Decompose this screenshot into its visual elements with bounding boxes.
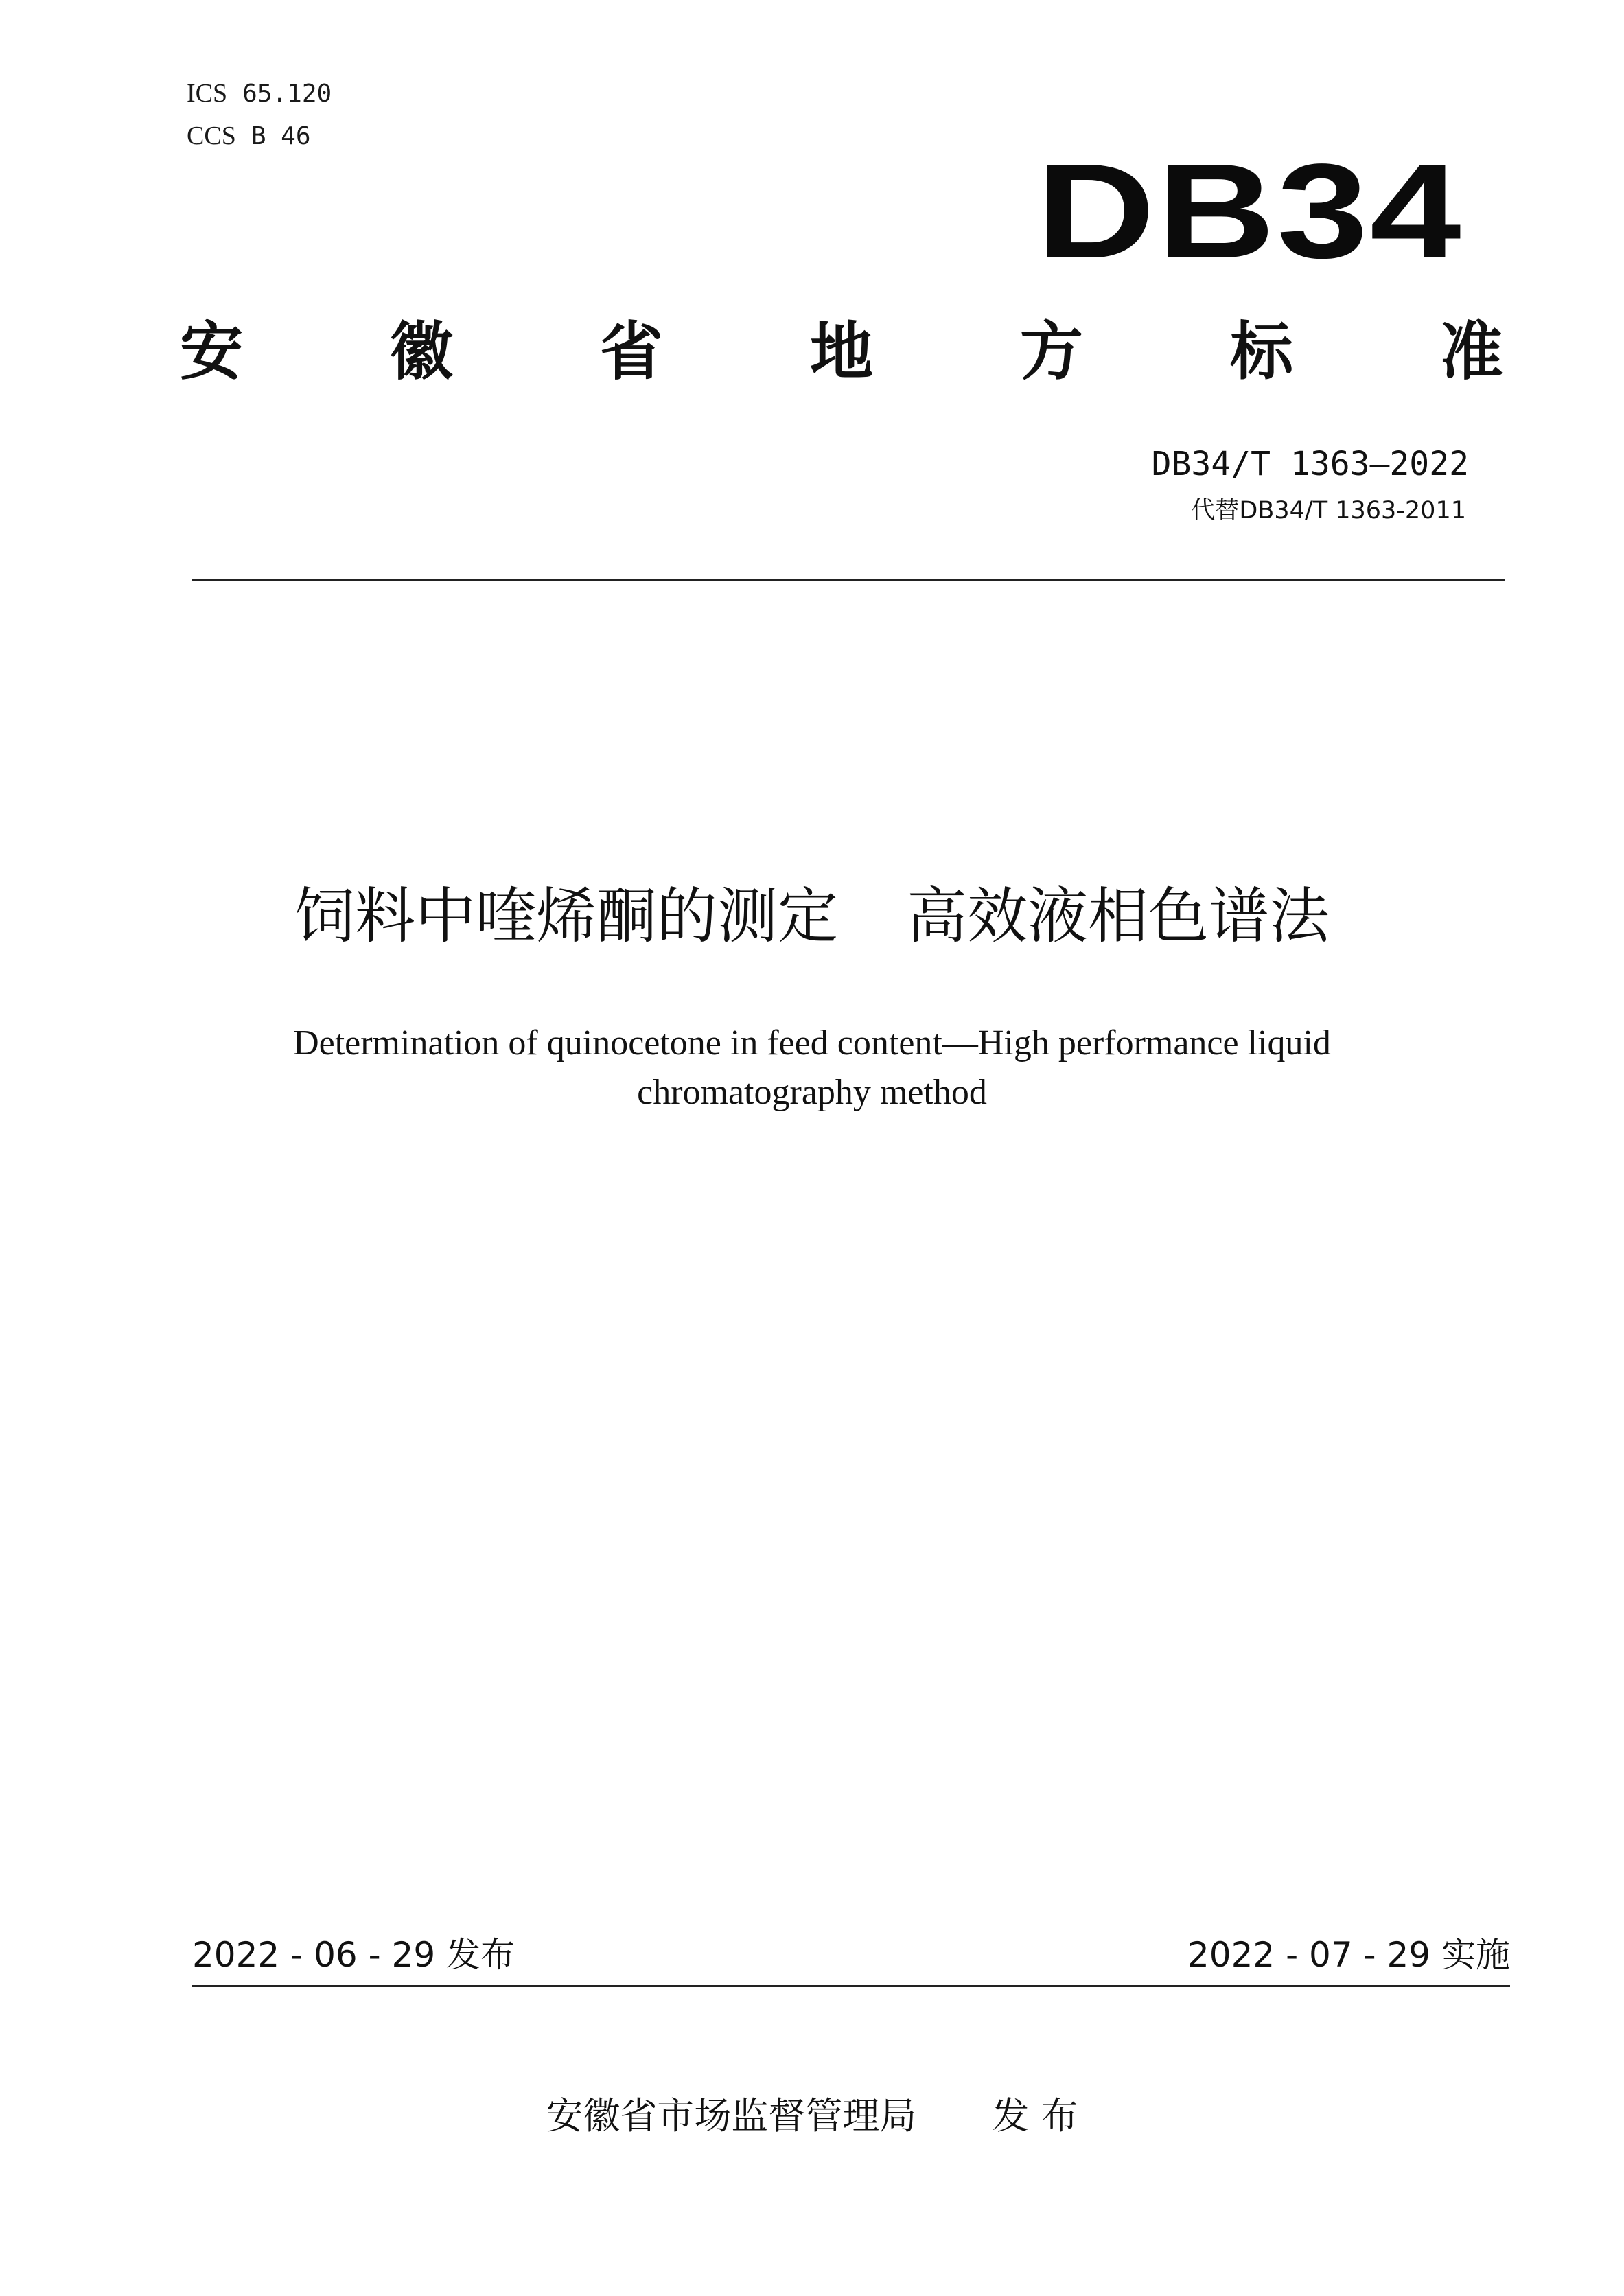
publisher-name: 安徽省市场监督管理局 (546, 2094, 917, 2137)
ccs-code: B 46 (251, 122, 311, 150)
ics-label: ICS (187, 79, 228, 108)
standard-type-char: 安 (180, 315, 244, 389)
publisher-line (0, 2092, 1624, 2140)
ics-classification (187, 78, 332, 110)
standard-type-char: 徽 (389, 315, 453, 389)
standard-type-char: 地 (809, 315, 873, 389)
header-divider (192, 579, 1505, 581)
standard-number: DB34/T 1363—2022 (1151, 445, 1469, 483)
footer-divider (192, 1985, 1510, 1987)
issue-date: 2022 - 06 - 29 发布 (192, 1935, 515, 1975)
ccs-label: CCS (187, 121, 236, 150)
standard-type-heading (180, 314, 1503, 390)
standard-type-char: 省 (599, 315, 663, 389)
db34-logo: DB34 (1036, 136, 1463, 286)
ccs-classification (187, 120, 311, 152)
chinese-title-method: 高效液相色谱法 (907, 881, 1330, 951)
standard-type-char: 标 (1229, 315, 1293, 389)
chinese-title (0, 879, 1624, 954)
replaced-standard: 代替DB34/T 1363-2011 (1191, 497, 1466, 524)
implementation-date: 2022 - 07 - 29 实施 (1187, 1935, 1510, 1975)
chinese-title-main: 饲料中喹烯酮的测定 (294, 881, 838, 951)
ics-code: 65.120 (242, 80, 332, 108)
standard-type-char: 准 (1439, 315, 1503, 389)
english-title: Determination of quinocetone in feed content—High performance liquid chromatography method (293, 1023, 1331, 1112)
standard-type-char: 方 (1019, 315, 1083, 389)
publish-action: 发 布 (992, 2094, 1078, 2137)
